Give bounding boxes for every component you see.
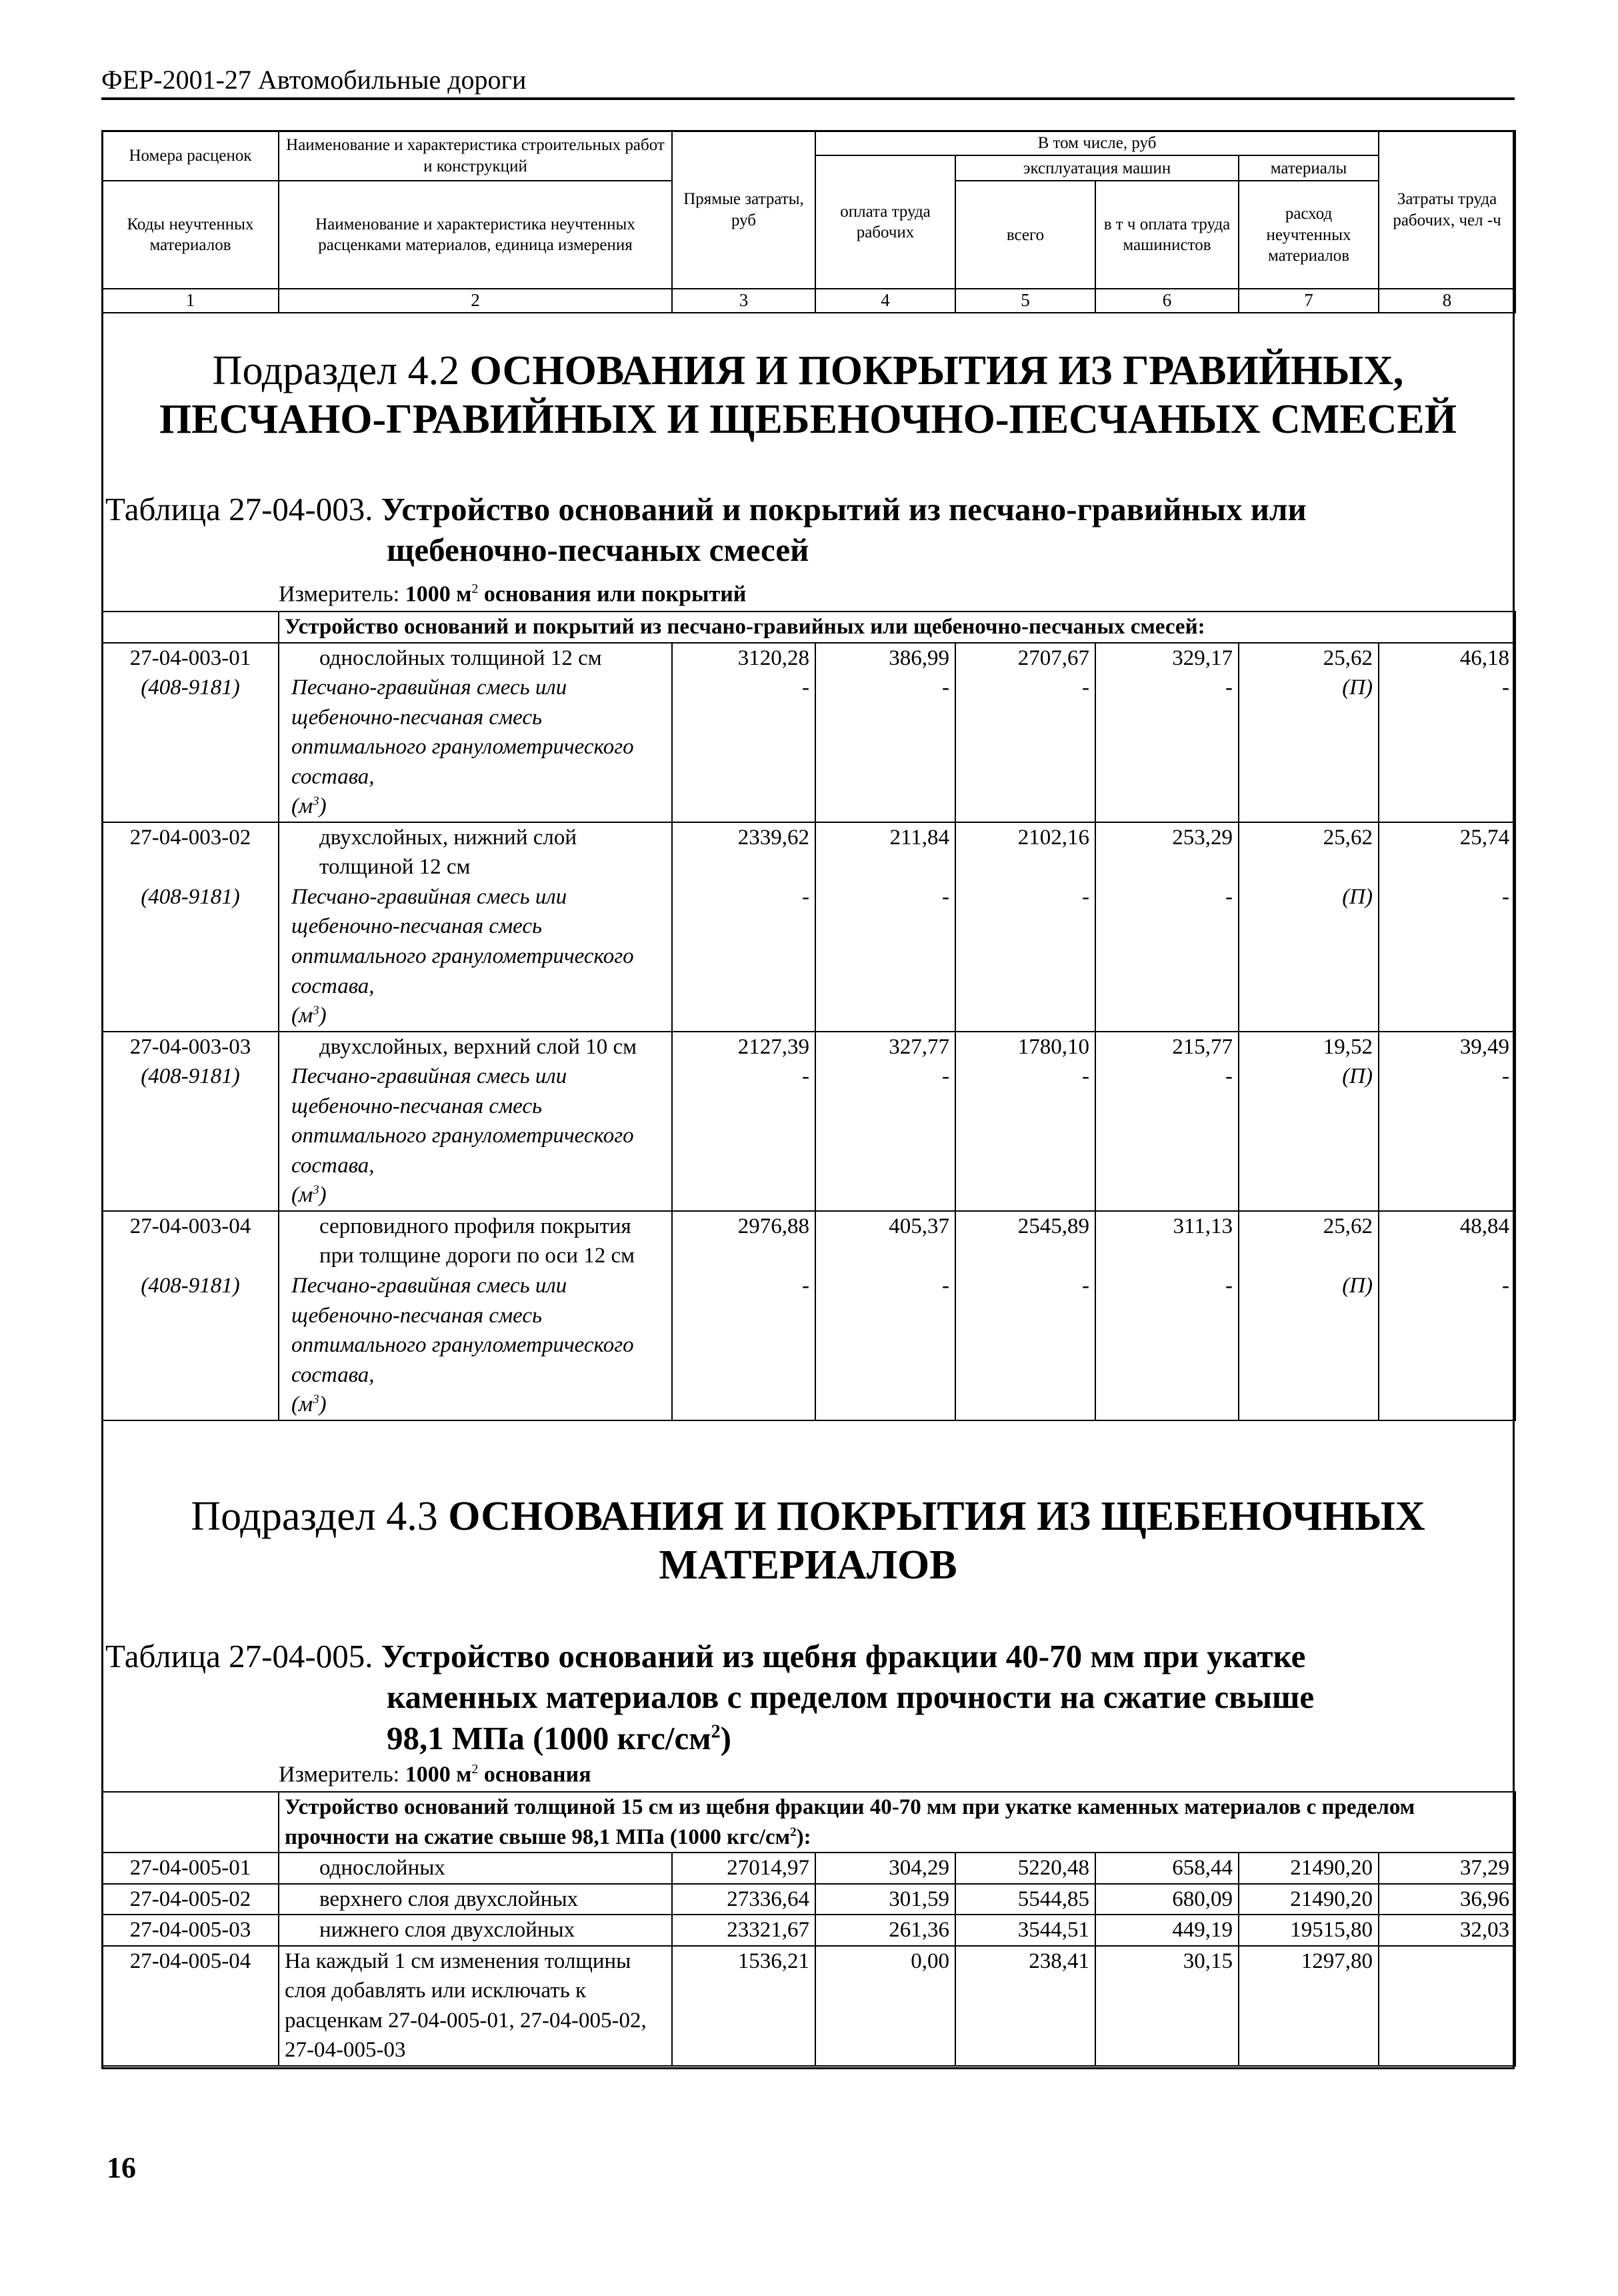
rate-code: 27-04-005-04 (102, 1946, 279, 2066)
group-header-row (102, 612, 1515, 643)
dash: - (1379, 673, 1515, 822)
subsection-label: Подраздел 4.3 (191, 1494, 438, 1539)
machine-total: 1780,10 (955, 1032, 1095, 1062)
machinist-pay: 680,09 (1095, 1884, 1239, 1915)
direct-cost: 2339,62 (672, 822, 815, 882)
meter-value: 1000 м (405, 582, 472, 607)
rate-code: 27-04-003-04 (102, 1211, 279, 1271)
rate-code: 27-04-005-03 (102, 1915, 279, 1946)
table-title-line1: Устройство оснований из щебня фракции 40-70 мм при укатке (381, 1638, 1306, 1674)
dash: - (1095, 882, 1239, 1032)
material-row (102, 673, 1515, 822)
machinist-pay: 449,19 (1095, 1915, 1239, 1946)
material-code: (408-9181) (102, 673, 279, 822)
subsection-heading-4-2 (101, 347, 1515, 444)
dash: - (1095, 1062, 1239, 1211)
dash: - (672, 1271, 815, 1420)
materials: 25,62 (1239, 1211, 1379, 1271)
rate-code: 27-04-005-02 (102, 1884, 279, 1915)
meter-27-04-005 (279, 1762, 591, 1787)
machine-total: 2707,67 (955, 643, 1095, 674)
machine-total: 5544,85 (955, 1884, 1095, 1915)
labor-costs: 48,84 (1379, 1211, 1515, 1271)
meter-rest: основания или покрытий (483, 582, 747, 607)
worker-pay: 386,99 (815, 643, 955, 674)
direct-cost: 2127,39 (672, 1032, 815, 1062)
machine-total: 2545,89 (955, 1211, 1095, 1271)
header-material-codes: Коды неучтенных материалов (102, 181, 279, 289)
rate-code: 27-04-003-01 (102, 643, 279, 674)
machine-total: 238,41 (955, 1946, 1095, 2066)
rate-code: 27-04-005-01 (102, 1853, 279, 1884)
column-number: 1 (102, 289, 279, 313)
material-row (102, 1062, 1515, 1211)
material-usage: (П) (1239, 882, 1379, 1032)
dash: - (955, 1271, 1095, 1420)
dash: - (955, 673, 1095, 822)
labor-costs: 32,03 (1379, 1915, 1515, 1946)
material-name: Песчано-гравийная смесь или щебеночно-песчаная смесь оптимального гранулометрического состава, $(м^3)$ (279, 1062, 672, 1211)
worker-pay: 211,84 (815, 822, 955, 882)
dash: - (1379, 882, 1515, 1032)
dash: - (955, 882, 1095, 1032)
direct-cost: 23321,67 (672, 1915, 815, 1946)
materials: 19,52 (1239, 1032, 1379, 1062)
column-number: 7 (1239, 289, 1379, 313)
meter-label: Измеритель: (279, 1762, 400, 1787)
dash: - (1379, 1271, 1515, 1420)
dash: - (1095, 1271, 1239, 1420)
labor-costs: 46,18 (1379, 643, 1515, 674)
header-material-name: Наименование и характеристика неучтенных расценками материалов, единица измерения (279, 181, 672, 289)
column-header (101, 130, 1516, 313)
materials: 25,62 (1239, 822, 1379, 882)
table-row (102, 1884, 1515, 1915)
materials: 21490,20 (1239, 1853, 1379, 1884)
column-number: 8 (1379, 289, 1515, 313)
subsection-heading-4-3 (101, 1492, 1515, 1590)
column-number: 3 (672, 289, 815, 313)
header-machine-ops: эксплуатация машин (955, 155, 1239, 181)
table-row (102, 1915, 1515, 1946)
direct-cost: 2976,88 (672, 1211, 815, 1271)
header-rate-numbers: Номера расценок (102, 131, 279, 181)
header-work-name: Наименование и характеристика строительных работ и конструкций (279, 131, 672, 181)
column-numbers-row (102, 289, 1515, 313)
header-material-usage: расход неучтенных материалов (1239, 181, 1379, 289)
machinist-pay: 329,17 (1095, 643, 1239, 674)
material-row (102, 882, 1515, 1032)
table-27-04-003 (101, 611, 1516, 1421)
group-header-row (102, 1792, 1515, 1853)
dash: - (815, 1062, 955, 1211)
table-title-line2: каменных материалов с пределом прочности на сжатие свыше (387, 1678, 1315, 1716)
table-title-line1: Устройство оснований и покрытий из песчано-гравийных или (381, 491, 1307, 527)
work-name: однослойных толщиной 12 см (279, 643, 672, 674)
dash: - (815, 1271, 955, 1420)
dash: - (672, 1062, 815, 1211)
worker-pay: 304,29 (815, 1853, 955, 1884)
direct-cost: 27014,97 (672, 1853, 815, 1884)
table-row (102, 1853, 1515, 1884)
header-worker-pay: оплата труда рабочих (815, 155, 955, 289)
direct-cost: 3120,28 (672, 643, 815, 674)
group-header: Устройство оснований и покрытий из песчано-гравийных или щебеночно-песчаных смесей: (279, 612, 1515, 643)
machinist-pay: 215,77 (1095, 1032, 1239, 1062)
labor-costs (1379, 1946, 1515, 2066)
header-machinist-pay: в т ч оплата труда машинистов (1095, 181, 1239, 289)
machinist-pay: 253,29 (1095, 822, 1239, 882)
dash: - (815, 673, 955, 822)
subsection-label: Подраздел 4.2 (212, 348, 460, 393)
dash: - (1379, 1062, 1515, 1211)
table-title-line2: щебеночно-песчаных смесей (387, 531, 809, 569)
header-direct-costs: Прямые затраты, руб (672, 131, 815, 289)
work-name: однослойных (279, 1853, 672, 1884)
materials: 25,62 (1239, 643, 1379, 674)
subsection-title: ОСНОВАНИЯ И ПОКРЫТИЯ ИЗ ГРАВИЙНЫХ, ПЕСЧАНО-ГРАВИЙНЫХ И ЩЕБЕНОЧНО-ПЕСЧАНЫХ СМЕСЕЙ (159, 348, 1457, 443)
column-number: 6 (1095, 289, 1239, 313)
worker-pay: 405,37 (815, 1211, 955, 1271)
machine-total: 3544,51 (955, 1915, 1095, 1946)
column-number: 4 (815, 289, 955, 313)
worker-pay: 0,00 (815, 1946, 955, 2066)
meter-sup: 2 (471, 1762, 479, 1777)
dash: - (955, 1062, 1095, 1211)
machinist-pay: 30,15 (1095, 1946, 1239, 2066)
direct-cost: 27336,64 (672, 1884, 815, 1915)
material-usage: (П) (1239, 1271, 1379, 1420)
column-number: 2 (279, 289, 672, 313)
material-code: (408-9181) (102, 882, 279, 1032)
header-materials: материалы (1239, 155, 1379, 181)
dash: - (672, 882, 815, 1032)
labor-costs: 37,29 (1379, 1853, 1515, 1884)
labor-costs: 36,96 (1379, 1884, 1515, 1915)
table-row (102, 1211, 1515, 1271)
table-label: Таблица 27-04-005. (105, 1638, 373, 1674)
meter-label: Измеритель: (279, 582, 400, 607)
meter-value: 1000 м (405, 1762, 472, 1787)
material-name: Песчано-гравийная смесь или щебеночно-песчаная смесь оптимального гранулометрического состава, $(м^3)$ (279, 673, 672, 822)
rate-code: 27-04-003-03 (102, 1032, 279, 1062)
table-row (102, 1032, 1515, 1062)
machine-total: 5220,48 (955, 1853, 1095, 1884)
table-heading-27-04-003 (105, 489, 1505, 571)
worker-pay: 301,59 (815, 1884, 955, 1915)
dash: - (815, 882, 955, 1032)
material-name: Песчано-гравийная смесь или щебеночно-песчаная смесь оптимального гранулометрического состава, $(м^3)$ (279, 1271, 672, 1420)
subsection-title: ОСНОВАНИЯ И ПОКРЫТИЯ ИЗ ЩЕБЕНОЧНЫХ МАТЕРИАЛОВ (448, 1494, 1425, 1588)
material-code: (408-9181) (102, 1271, 279, 1420)
rate-code: 27-04-003-02 (102, 822, 279, 882)
header-including: В том числе, руб (815, 131, 1379, 155)
work-name: верхнего слоя двухслойных (279, 1884, 672, 1915)
work-name: На каждый 1 см изменения толщины слоя добавлять или исключать к расценкам 27-04-005-01, 27-04-005-02, 27-04-005-03 (279, 1946, 672, 2066)
dash: - (672, 673, 815, 822)
meter-27-04-003 (279, 582, 746, 607)
material-usage: (П) (1239, 673, 1379, 822)
dash: - (1095, 673, 1239, 822)
work-name: нижнего слоя двухслойных (279, 1915, 672, 1946)
meter-rest: основания (483, 1762, 591, 1787)
table-label: Таблица 27-04-003. (105, 491, 373, 527)
material-row (102, 1271, 1515, 1420)
running-header: ФЕР-2001-27 Автомобильные дороги (101, 65, 1515, 100)
materials: 1297,80 (1239, 1946, 1379, 2066)
header-machine-total: всего (955, 181, 1095, 289)
work-name: двухслойных, верхний слой 10 см (279, 1032, 672, 1062)
machine-total: 2102,16 (955, 822, 1095, 882)
header-labor-costs: Затраты труда рабочих, чел -ч (1379, 131, 1515, 289)
worker-pay: 327,77 (815, 1032, 955, 1062)
table-row (102, 643, 1515, 674)
materials: 21490,20 (1239, 1884, 1379, 1915)
table-row (102, 822, 1515, 882)
machinist-pay: 311,13 (1095, 1211, 1239, 1271)
labor-costs: 25,74 (1379, 822, 1515, 882)
material-name: Песчано-гравийная смесь или щебеночно-песчаная смесь оптимального гранулометрического состава, $(м^3)$ (279, 882, 672, 1032)
worker-pay: 261,36 (815, 1915, 955, 1946)
labor-costs: 39,49 (1379, 1032, 1515, 1062)
material-code: (408-9181) (102, 1062, 279, 1211)
column-number: 5 (955, 289, 1095, 313)
work-name: двухслойных, нижний слой толщиной 12 см (279, 822, 672, 882)
work-name: серповидного профиля покрытия при толщине дороги по оси 12 см (279, 1211, 672, 1271)
table-27-04-005 (101, 1791, 1516, 2067)
table-title-line3: 98,1 МПа (1000 кгс/$см^2$) (387, 1719, 731, 1757)
table-row (102, 1946, 1515, 2066)
group-header: Устройство оснований толщиной 15 см из щебня фракции 40-70 мм при укатке каменных материалов с пределом прочности на сжатие свыше 98,1 МПа (1000 кгс/$см^2$): (279, 1792, 1515, 1853)
table-heading-27-04-005 (105, 1636, 1505, 1759)
materials: 19515,80 (1239, 1915, 1379, 1946)
page-number: 16 (107, 2151, 136, 2184)
direct-cost: 1536,21 (672, 1946, 815, 2066)
material-usage: (П) (1239, 1062, 1379, 1211)
machinist-pay: 658,44 (1095, 1853, 1239, 1884)
meter-sup: 2 (471, 582, 479, 596)
